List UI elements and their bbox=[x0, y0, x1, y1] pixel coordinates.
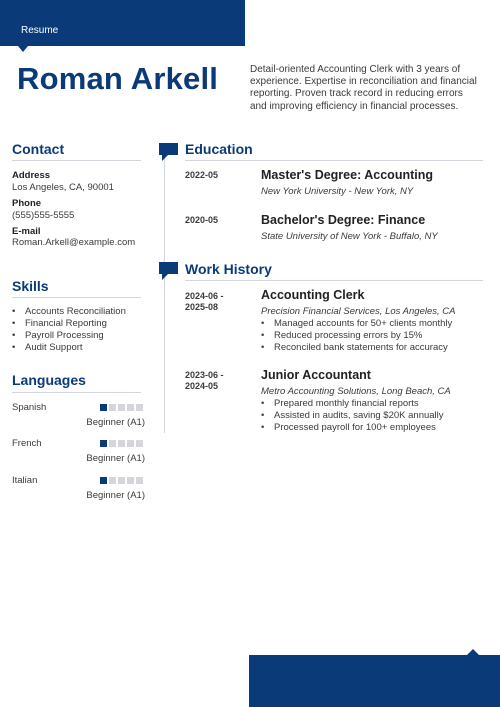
work-date-end: 2024-05 bbox=[185, 381, 219, 391]
professional-summary: Detail-oriented Accounting Clerk with 3 years of experience. Expertise in reconciliation and financial reporting. Proven track record in reducing errors and improving efficiency in financial processes. bbox=[250, 64, 477, 112]
skills-list bbox=[12, 306, 126, 354]
rating-square-empty bbox=[118, 440, 125, 447]
skills-rule bbox=[12, 297, 141, 298]
phone-value: (555)555-5555 bbox=[12, 210, 75, 221]
rating-square-empty bbox=[127, 477, 134, 484]
language-item bbox=[12, 475, 146, 505]
rating-square-empty bbox=[118, 477, 125, 484]
work-bullets bbox=[261, 398, 444, 434]
email-value[interactable]: Roman.Arkell@example.com bbox=[12, 237, 136, 248]
education-school: New York University - New York, NY bbox=[261, 186, 414, 197]
skill-item: • Audit Support bbox=[12, 342, 126, 354]
rating-square-empty bbox=[118, 404, 125, 411]
skill-item: • Financial Reporting bbox=[12, 318, 126, 330]
header-band bbox=[0, 0, 245, 46]
work-bullet: • Prepared monthly financial reports bbox=[261, 398, 444, 410]
rating-square-filled bbox=[100, 404, 107, 411]
languages-heading: Languages bbox=[12, 372, 86, 388]
work-date-end: 2025-08 bbox=[185, 302, 219, 312]
rating-square-empty bbox=[109, 477, 116, 484]
work-date-start: 2023-06 - bbox=[185, 370, 224, 380]
rating-square-empty bbox=[109, 440, 116, 447]
work-company: Precision Financial Services, Los Angeles, CA bbox=[261, 306, 456, 317]
footer-block bbox=[249, 655, 500, 707]
section-flag-icon bbox=[159, 262, 178, 280]
language-level: Beginner (A1) bbox=[86, 417, 145, 428]
candidate-name: Roman Arkell bbox=[17, 61, 219, 96]
section-flag-icon bbox=[159, 143, 178, 161]
contact-rule bbox=[12, 160, 141, 161]
rating-square-empty bbox=[136, 477, 143, 484]
language-rating bbox=[100, 404, 143, 411]
rating-square-empty bbox=[127, 440, 134, 447]
rating-square-empty bbox=[136, 440, 143, 447]
address-label: Address bbox=[12, 170, 51, 181]
language-item bbox=[12, 402, 146, 432]
work-bullet: • Processed payroll for 100+ employees bbox=[261, 422, 444, 434]
education-heading: Education bbox=[185, 141, 253, 157]
language-level: Beginner (A1) bbox=[86, 490, 145, 501]
education-school: State University of New York - Buffalo, NY bbox=[261, 231, 438, 242]
skill-item: • Payroll Processing bbox=[12, 330, 126, 342]
rating-square-filled bbox=[100, 440, 107, 447]
work-role: Accounting Clerk bbox=[261, 288, 365, 302]
timeline-line bbox=[164, 155, 165, 433]
work-history-heading: Work History bbox=[185, 261, 272, 277]
language-name: Italian bbox=[12, 475, 38, 486]
language-name: Spanish bbox=[12, 402, 47, 413]
work-date-range bbox=[185, 370, 245, 392]
contact-heading: Contact bbox=[12, 141, 65, 157]
work-bullet: • Reconciled bank statements for accuracy bbox=[261, 342, 452, 354]
language-level: Beginner (A1) bbox=[86, 453, 145, 464]
work-date-range bbox=[185, 291, 245, 313]
language-item bbox=[12, 438, 146, 468]
languages-rule bbox=[12, 392, 141, 393]
rating-square-empty bbox=[109, 404, 116, 411]
language-rating bbox=[100, 477, 143, 484]
education-degree: Bachelor's Degree: Finance bbox=[261, 213, 426, 227]
education-degree: Master's Degree: Accounting bbox=[261, 168, 433, 182]
work-role: Junior Accountant bbox=[261, 368, 371, 382]
language-name: French bbox=[12, 438, 42, 449]
language-rating bbox=[100, 440, 143, 447]
work-history-rule bbox=[185, 280, 483, 281]
address-value: Los Angeles, CA, 90001 bbox=[12, 182, 114, 193]
work-company: Metro Accounting Solutions, Long Beach, CA bbox=[261, 386, 451, 397]
document-type-label: Resume bbox=[21, 25, 59, 36]
work-bullet: • Managed accounts for 50+ clients monthly bbox=[261, 318, 452, 330]
work-bullet: • Reduced processing errors by 15% bbox=[261, 330, 452, 342]
education-date: 2020-05 bbox=[185, 215, 219, 225]
education-date: 2022-05 bbox=[185, 170, 219, 180]
email-label: E-mail bbox=[12, 226, 41, 237]
rating-square-filled bbox=[100, 477, 107, 484]
education-rule bbox=[185, 160, 483, 161]
rating-square-empty bbox=[136, 404, 143, 411]
rating-square-empty bbox=[127, 404, 134, 411]
work-bullet: • Assisted in audits, saving $20K annually bbox=[261, 410, 444, 422]
phone-label: Phone bbox=[12, 198, 42, 209]
work-date-start: 2024-06 - bbox=[185, 291, 224, 301]
work-bullets bbox=[261, 318, 452, 354]
skills-heading: Skills bbox=[12, 278, 49, 294]
header-band-notch bbox=[18, 46, 28, 52]
skill-item: • Accounts Reconciliation bbox=[12, 306, 126, 318]
